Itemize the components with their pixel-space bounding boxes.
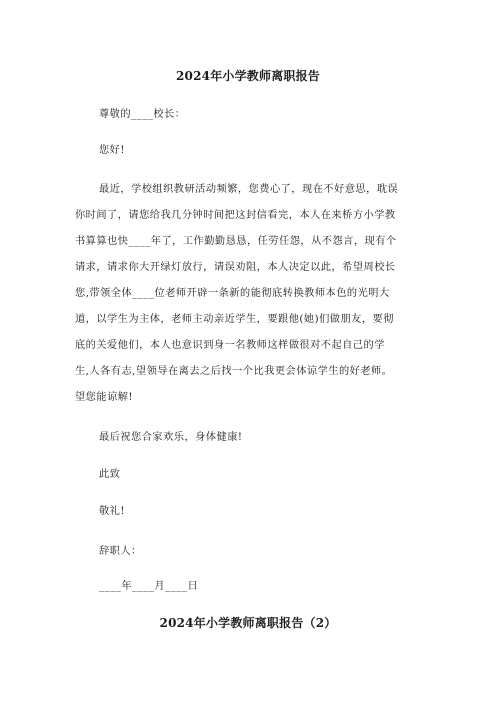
body-line: 生,人各有志,望领导在离去之后找一个比我更会体谅学生的好老师。 — [75, 366, 393, 377]
greeting: 您好! — [99, 145, 125, 156]
wishes: 最后祝您合家欢乐，身体健康! — [99, 432, 243, 443]
date-line: ____年____月____日 — [99, 581, 199, 592]
next-section-title: 2024年小学教师离职报告（2） — [159, 616, 337, 630]
closing-1: 此致 — [99, 469, 121, 480]
document-title: 2024年小学教师离职报告 — [176, 69, 320, 83]
body-line: 你时间了，请您给我几分钟时间把这封信看完，本人在来桥方小学教 — [75, 210, 396, 221]
salutation: 尊敬的____校长： — [99, 109, 186, 120]
body-line: 道，以学生为主体，老师主动亲近学生，要跟他(她)们做朋友，要彻 — [75, 314, 394, 325]
closing-2: 敬礼! — [99, 506, 125, 517]
body-line: 请求，请求你大开绿灯放行，请误劝阻，本人决定以此，希望周校长 — [75, 262, 396, 273]
body-line: 底的关爱他们，本人也意识到身一名教师这样做很对不起自己的学 — [75, 340, 385, 351]
body-line: 您,带领全体____位老师开辟一条新的能彻底转换教师本色的光明大 — [75, 288, 390, 299]
body-line: 最近，学校组织教研活动频繁，您费心了，现在不好意思，耽误 — [99, 184, 399, 195]
signature-label: 辞职人： — [99, 546, 142, 557]
body-line: 书算算也快____年了，工作勤勤恳恳，任劳任怨，从不怨言，现有个 — [75, 236, 397, 247]
body-line: 望您能谅解! — [75, 392, 134, 403]
